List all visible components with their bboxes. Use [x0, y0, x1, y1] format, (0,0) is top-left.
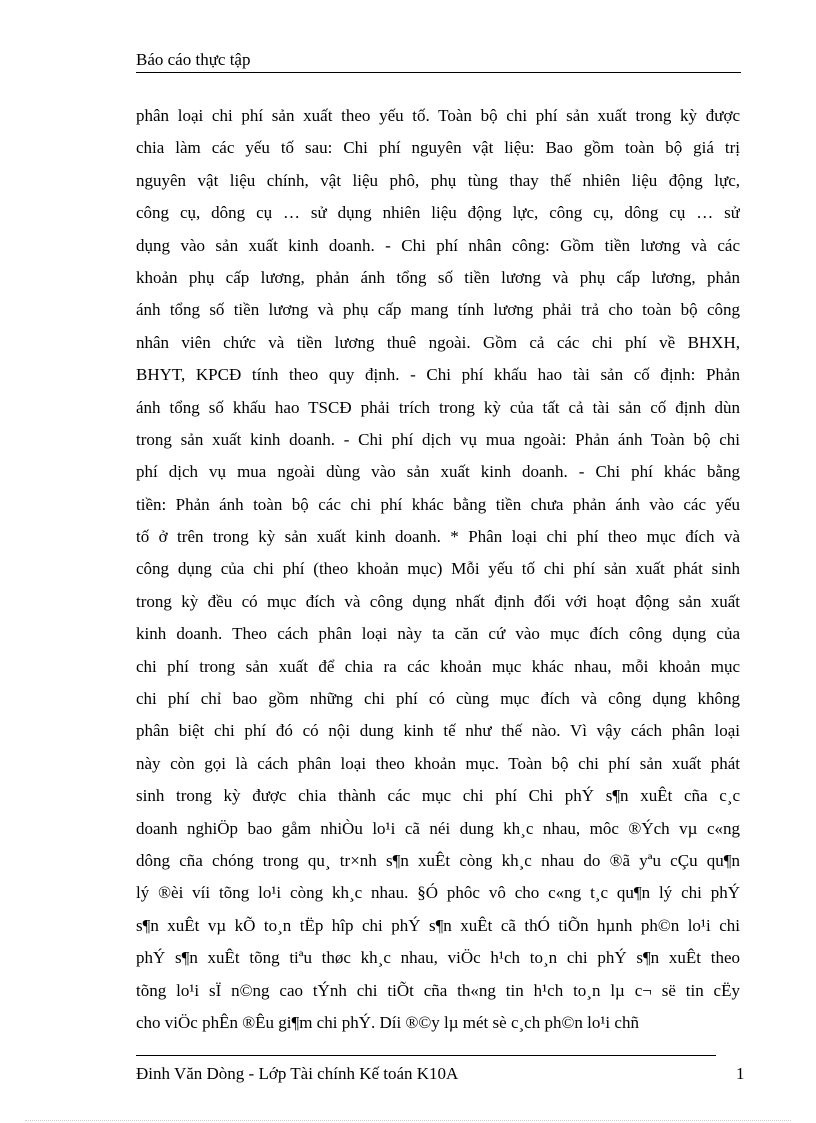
text-line: BHYT, KPCĐ tính theo quy định. - Chi phí khấu hao tài sản cố định: Phản — [136, 365, 740, 385]
text-line: công cụ, dông cụ … sử dụng nhiên liệu động lực, công cụ, dông cụ … sử — [136, 203, 740, 223]
text-line: chi phí trong sản xuất để chia ra các khoản mục khác nhau, mỗi khoản mục — [136, 656, 740, 676]
text-line: chi phí chỉ bao gồm những chi phí có cùng mục đích và công dụng không — [136, 689, 740, 709]
text-line: trong kỳ đều có mục đích và công dụng nhất định đối với hoạt động sản xuất — [136, 591, 740, 611]
text-line: trong sản xuất kinh doanh. - Chi phí dịch vụ mua ngoài: Phản ánh Toàn bộ chi — [136, 429, 740, 449]
footer-divider — [136, 1055, 716, 1056]
page-number: 1 — [736, 1064, 745, 1083]
text-line: dông cña chóng trong qu¸ tr×nh s¶n xuÊt còng kh¸c nhau do ®ã yªu cÇu qu¶n — [136, 850, 740, 870]
text-line: ánh tổng số tiền lương và phụ cấp mang tính lương phải trả cho toàn bộ công — [136, 300, 740, 320]
text-line: này còn gọi là cách phân loại theo khoản mục. Toàn bộ chi phí sản xuất phát — [136, 753, 740, 773]
text-line: chia làm các yếu tố sau: Chi phí nguyên vật liệu: Bao gồm toàn bộ giá trị — [136, 138, 740, 158]
text-line: phí dịch vụ mua ngoài dùng vào sản xuất kinh doanh. - Chi phí khác bằng — [136, 462, 740, 482]
page-header-title: Báo cáo thực tập — [136, 50, 251, 69]
header-divider — [136, 72, 741, 73]
text-line: ánh tổng số khấu hao TSCĐ phải trích trong kỳ của tất cả tài sản cố định dùn — [136, 397, 740, 417]
text-line: công dụng của chi phí (theo khoản mục) Mỗi yếu tố chi phí sản xuất phát sinh — [136, 559, 740, 579]
body-text — [136, 100, 740, 1039]
text-line: sinh trong kỳ được chia thành các mục chi phí Chi phÝ s¶n xuÊt cña c¸c — [136, 786, 740, 806]
text-line: kinh doanh. Theo cách phân loại này ta căn cứ vào mục đích công dụng của — [136, 624, 740, 644]
text-line: cho viÖc phÊn ®Êu gi¶m chi phÝ. Díi ®©y lµ mét sè c¸ch ph©n lo¹i chñ — [136, 1012, 639, 1032]
text-line: tố ở trên trong kỳ sản xuất kinh doanh. * Phân loại chi phí theo mục đích và — [136, 527, 740, 547]
text-line: s¶n xuÊt vµ kÕ to¸n tËp hîp chi phÝ s¶n xuÊt cã thÓ tiÕn hµnh ph©n lo¹i chi — [136, 915, 740, 935]
text-line: phÝ s¶n xuÊt tõng tiªu thøc kh¸c nhau, viÖc h¹ch to¸n chi phÝ s¶n xuÊt theo — [136, 948, 740, 968]
text-line: nhân viên chức và tiền lương thuê ngoài. Gồm cả các chi phí về BHXH, — [136, 332, 740, 352]
text-line: tiền: Phản ánh toàn bộ các chi phí khác bằng tiền chưa phản ánh vào các yếu — [136, 494, 740, 514]
text-line: khoản phụ cấp lương, phản ánh tổng số tiền lương và phụ cấp lương, phản — [136, 267, 740, 287]
text-line: dụng vào sản xuất kinh doanh. - Chi phí nhân công: Gồm tiền lương và các — [136, 235, 740, 255]
footer-author: Đinh Văn Dòng - Lớp Tài chính Kế toán K10A — [136, 1064, 459, 1083]
page-bottom-edge — [25, 1120, 791, 1121]
text-line: tõng lo¹i sÏ n©ng cao tÝnh chi tiÕt cña th«ng tin h¹ch to¸n lµ c¬ së tin cËy — [136, 980, 740, 1000]
text-line: nguyên vật liệu chính, vật liệu phô, phụ tùng thay thế nhiên liệu động lực, — [136, 170, 740, 190]
text-line: phân biệt chi phí đó có nội dung kinh tế như thế nào. Vì vậy cách phân loại — [136, 721, 740, 741]
text-line: doanh nghiÖp bao gåm nhiÒu lo¹i cã néi dung kh¸c nhau, môc ®Ých vµ c«ng — [136, 818, 740, 838]
text-line: phân loại chi phí sản xuất theo yếu tố. Toàn bộ chi phí sản xuất trong kỳ được — [136, 106, 740, 125]
text-line: lý ®èi víi tõng lo¹i còng kh¸c nhau. §Ó phôc vô cho c«ng t¸c qu¶n lý chi phÝ — [136, 883, 740, 903]
